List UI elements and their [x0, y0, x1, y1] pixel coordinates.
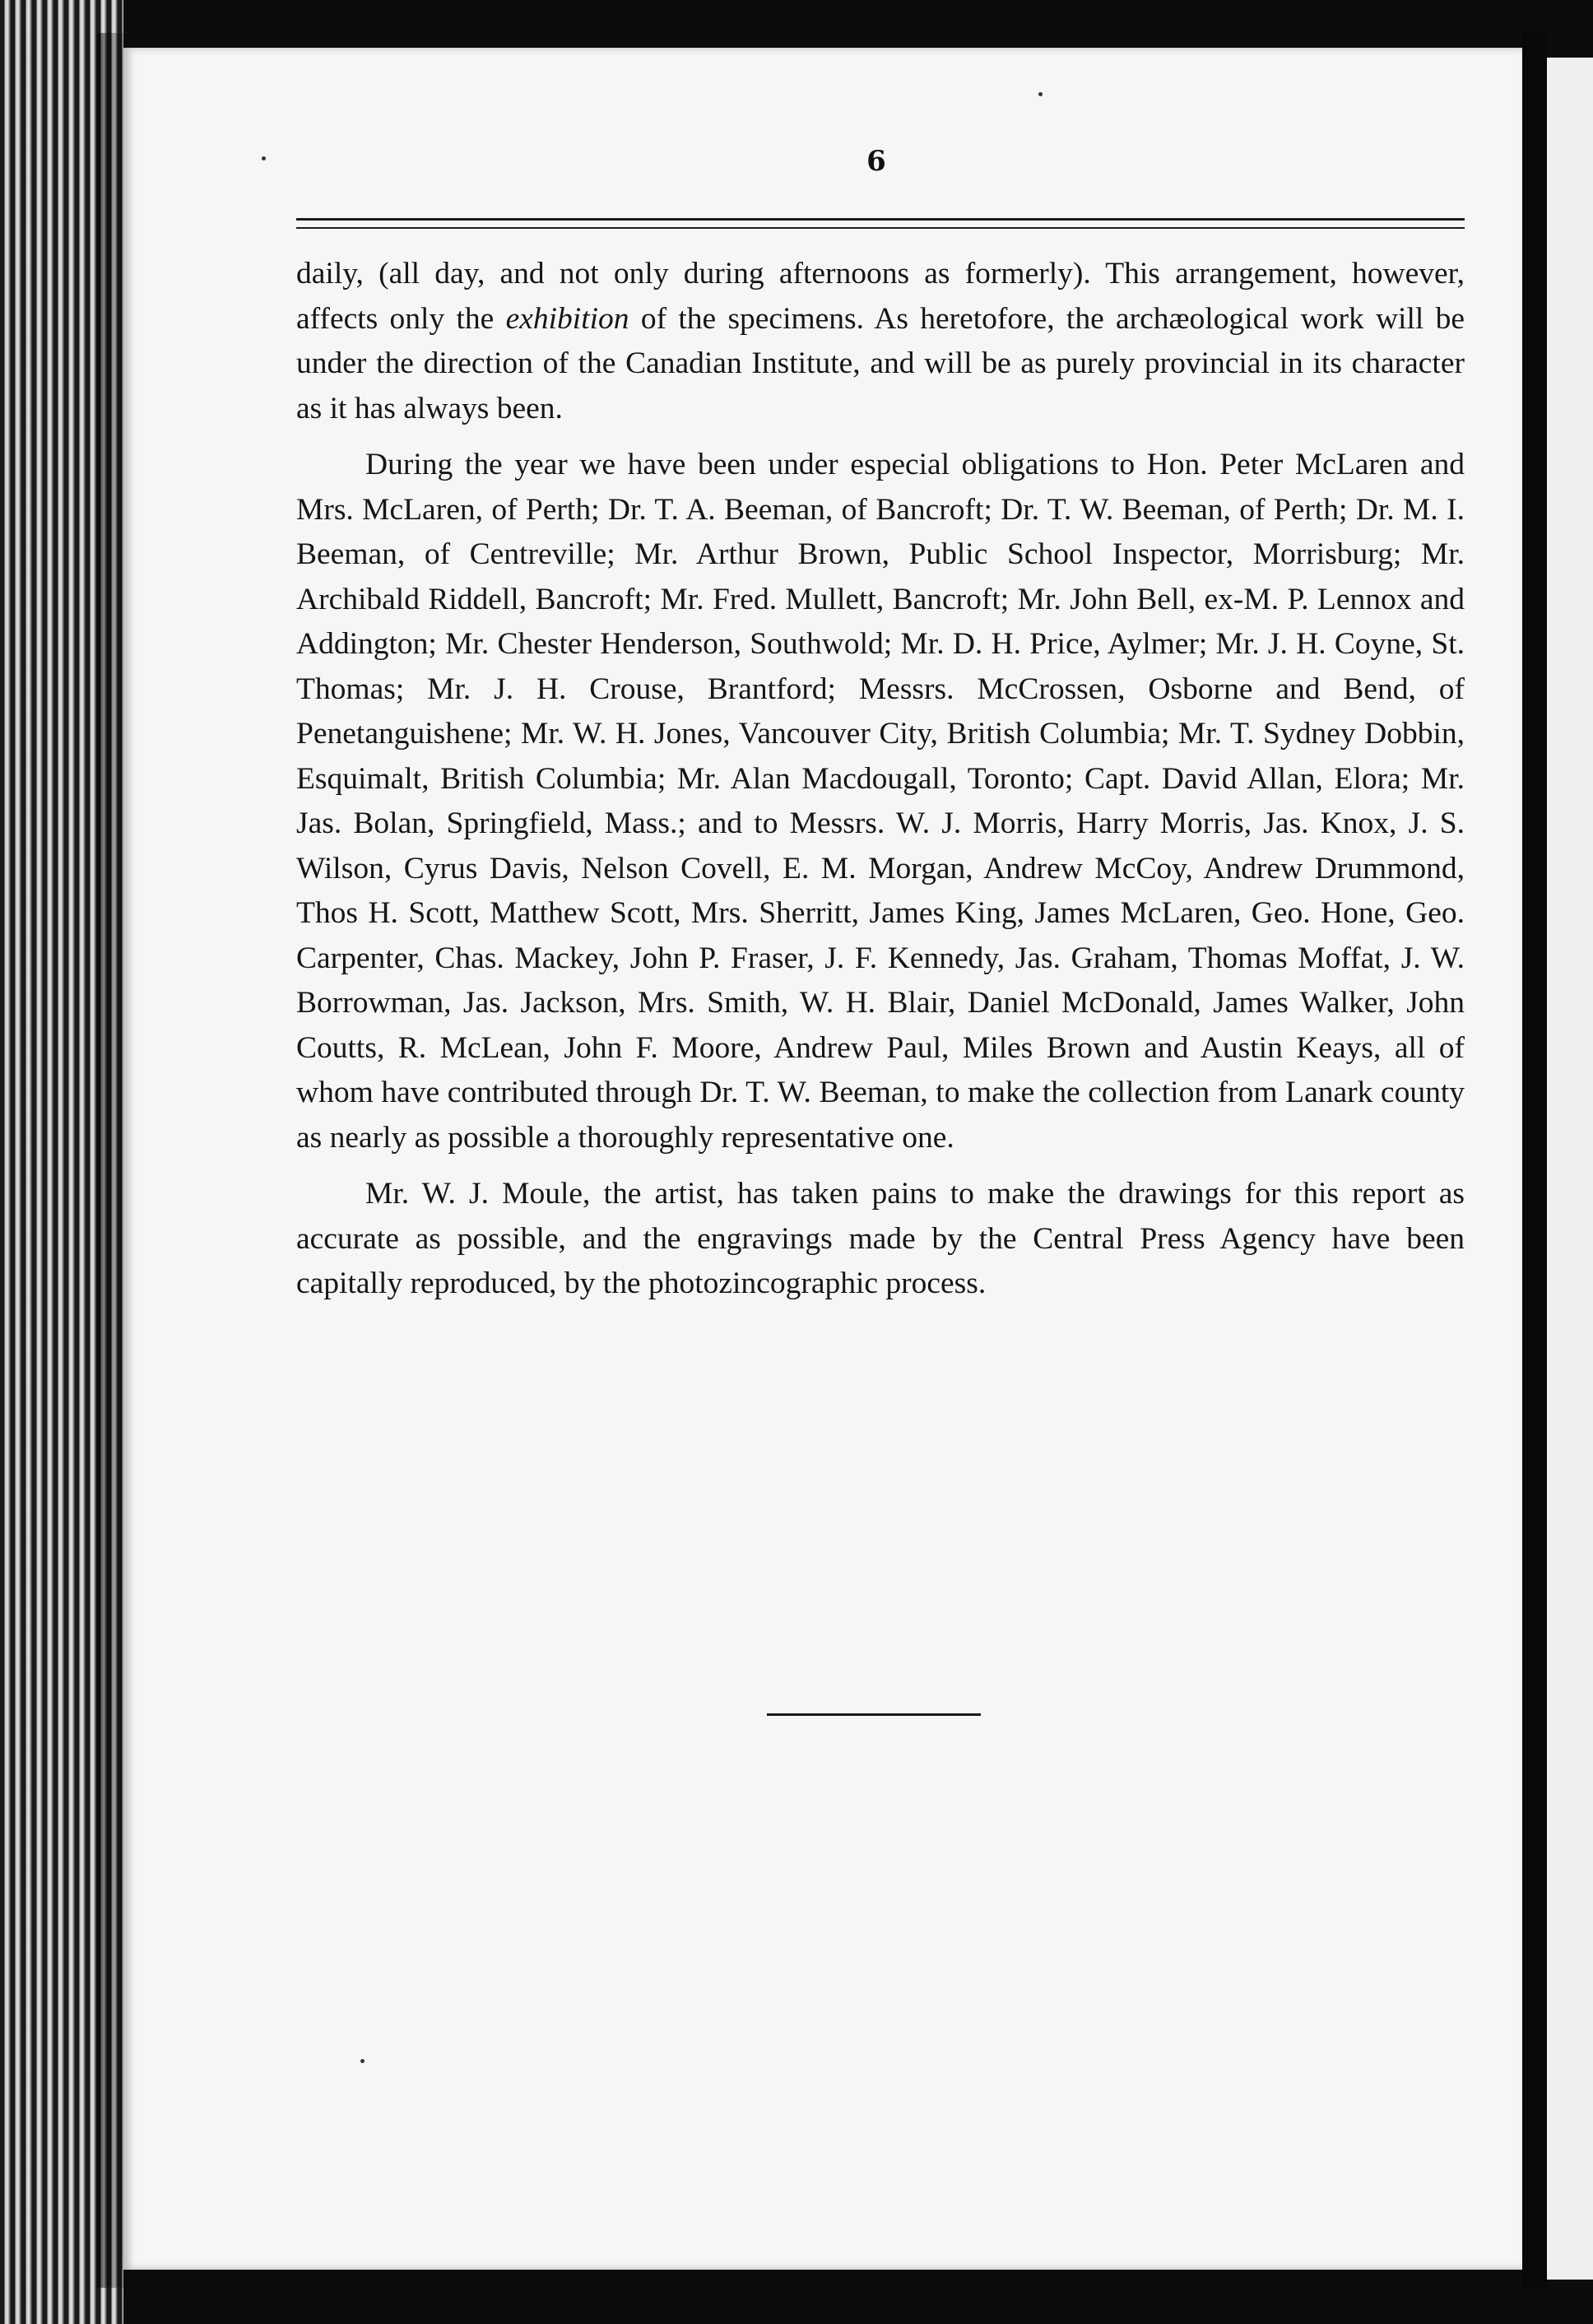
scan-dark-border — [1522, 33, 1547, 2288]
scan-speck — [360, 2059, 365, 2063]
scan-speck — [262, 156, 266, 160]
header-rule-top — [296, 218, 1465, 221]
header-rule-bottom — [296, 227, 1465, 229]
paragraph-2: During the year we have been under especial obligations to Hon. Peter McLaren and Mrs. McLaren, of Perth; Dr. T. A. Beeman, of Bancroft; Dr. T. W. Beeman, of Perth; Dr. M. I. Beeman, of Centreville; Mr. Arthur Brown, Public School Inspector, Morrisburg; Mr. Archibald Riddell, Bancroft; Mr. Fred. Mullett, Bancroft; Mr. John Bell, ex-M. P. Lennox and Addington; Mr. Chester Henderson, Southwold; Mr. D. H. Price, Aylmer; Mr. J. H. Coyne, St. Thomas; Mr. J. H. Crouse, Brantford; Messrs. McCrossen, Osborne and Bend, of Penetanguishene; Mr. W. H. Jones, Vancouver City, British Columbia; Mr. T. Sydney Dobbin, Esquimalt, British Columbia; Mr. Alan Macdougall, Toronto; Capt. David Allan, Elora; Mr. Jas. Bolan, Springfield, Mass.; and to Messrs. W. J. Morris, Harry Morris, Jas. Knox, J. S. Wilson, Cyrus Davis, Nelson Covell, E. M. Morgan, Andrew McCoy, Andrew Drummond, Thos H. Scott, Matthew Scott, Mrs. Sherritt, James King, James McLaren, Geo. Hone, Geo. Carpenter, Chas. Mackey, John P. Fraser, J. F. Kennedy, Jas. Graham, Thomas Moffat, J. W. Borrowman, Jas. Jackson, Mrs. Smith, W. H. Blair, Daniel McDonald, James Walker, John Coutts, R. McLean, John F. Moore, Andrew Paul, Miles Brown and Austin Keays, all of whom have contributed through Dr. T. W. Beeman, to make the collection from Lanark county as nearly as possible a thoroughly representative one. — [296, 448, 1465, 1155]
paragraph-3: Mr. W. J. Moule, the artist, has taken pains to make the drawings for this report as accurate as possible, and the engravings made by the Central Press Agency have been capitally reproduced, by the photozincographic process. — [296, 1177, 1465, 1300]
emphasized-word: exhibition — [505, 301, 629, 336]
scan-speck — [1038, 92, 1043, 96]
body-text — [296, 252, 1465, 1307]
page-number: 6 — [866, 145, 886, 178]
paragraph-1: daily, (all day, and not only during afternoons as formerly). This arrangement, however, affects only the exhibition of the specimens. As heretofore, the archæological work will be under the direction of the Canadian Institute, and will be as purely provincial in its character as it has always been. — [296, 257, 1465, 425]
closing-rule — [767, 1713, 981, 1716]
facing-page-sliver — [1547, 58, 1593, 2280]
